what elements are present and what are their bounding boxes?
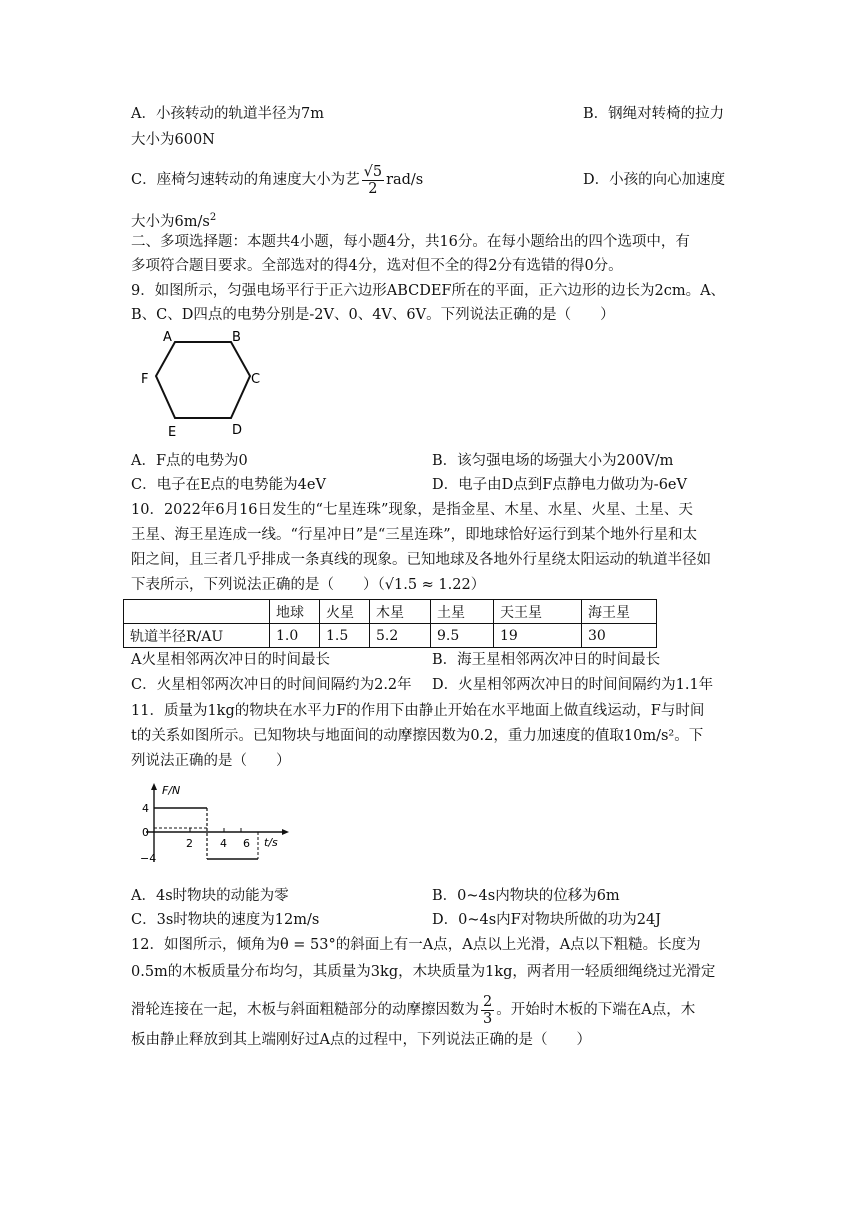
vertex-label-a: A [163, 330, 172, 345]
q8-option-c-unit: rad/s [386, 172, 424, 188]
q9-option-c: C．电子在E点的电势能为4eV [131, 477, 326, 493]
y-axis-arrow [151, 783, 157, 790]
q10-stem-line-3: 阳之间，且三者几乎排成一条真线的现象。已知地球及各地外行星绕太阳运动的轨道半径如 [131, 552, 711, 568]
table-row [124, 624, 657, 648]
table-cell: 轨道半径R/AU [124, 624, 270, 648]
q8-option-b: B．钢绳对转椅的拉力 [583, 106, 725, 122]
table-header-row [124, 600, 657, 624]
y-tick-label: 0 [142, 826, 149, 839]
table-cell: 海王星 [582, 600, 657, 624]
table-cell: 火星 [320, 600, 370, 624]
vertex-label-c: C [251, 372, 261, 387]
q12-stem-line-3-text: 滑轮连接在一起，木板与斜面粗糙部分的动摩擦因数为 [131, 1002, 479, 1018]
friction-coefficient-fraction [481, 994, 494, 1027]
q12-stem-line-3-tail: 。开始时木板的下端在A点，木 [496, 1002, 696, 1018]
table-cell: 30 [582, 624, 657, 648]
q10-option-a: A火星相邻两次冲日的时间最长 [131, 652, 330, 668]
q8-option-c-text: C．座椅匀速转动的角速度大小为艺 [131, 172, 360, 188]
x-axis-arrow [282, 829, 289, 835]
y-tick-label: −4 [140, 852, 157, 865]
vertex-label-f: F [141, 372, 149, 387]
x-tick-label: 2 [186, 837, 193, 850]
q9-option-b: B．该匀强电场的场强大小为200V/m [432, 453, 674, 469]
vertex-label-b: B [232, 330, 241, 345]
q8-option-d: D．小孩的向心加速度 [583, 172, 726, 188]
q8-option-a: A．小孩转动的轨道半径为7m [131, 106, 324, 122]
fraction-numerator: 2 [483, 993, 493, 1010]
q8-option-d-continued [131, 208, 216, 232]
table-cell: 木星 [370, 600, 431, 624]
vertex-label-e: E [168, 425, 177, 440]
q10-stem-line-4: 下表所示，下列说法正确的是（ ）（√1.5 ≈ 1.22） [131, 577, 486, 593]
q11-stem-line-1: 11．质量为1kg的物块在水平力F的作用下由静止开始在水平地面上做直线运动，F与时间 [131, 703, 705, 719]
x-tick-label: 6 [243, 837, 250, 850]
hexagon-figure [138, 328, 268, 440]
vertex-label-d: D [232, 423, 243, 438]
q9-stem-line-2: B、C、D四点的电势分别是-2V、0、4V、6V。下列说法正确的是（ ） [131, 307, 615, 323]
table-cell: 9.5 [431, 624, 494, 648]
q11-stem-line-2: t的关系如图所示。已知物块与地面间的动摩擦因数为0.2，重力加速度的值取10m/s²。下 [131, 728, 704, 744]
table-cell: 1.0 [270, 624, 320, 648]
q12-stem-line-2: 0.5m的木板质量分布均匀，其质量为3kg，木块质量为1kg，两者用一轻质细绳绕过光滑定 [131, 964, 716, 980]
table-cell: 天王星 [494, 600, 582, 624]
q12-stem-line-4: 板由静止释放到其上端刚好过A点的过程中，下列说法正确的是（ ） [131, 1032, 591, 1048]
q9-option-a: A．F点的电势为0 [131, 453, 248, 469]
q8-option-d-text: 大小为6m/s [131, 213, 210, 230]
table-cell: 1.5 [320, 624, 370, 648]
hexagon-shape [156, 342, 250, 418]
q10-option-b: B．海王星相邻两次冲日的时间最长 [432, 652, 661, 668]
q9-stem-line-1: 9．如图所示，匀强电场平行于正六边形ABCDEF所在的平面，正六边形的边长为2cm。A、 [131, 283, 726, 299]
fraction-denominator: 2 [368, 180, 378, 197]
q10-option-d: D．火星相邻两次冲日的时间间隔约为1.1年 [432, 677, 714, 693]
section-2-heading-line-1: 二、多项选择题：本题共4小题，每小题4分，共16分。在每小题给出的四个选项中，有 [131, 234, 690, 250]
x-axis-label: t/s [264, 836, 278, 849]
q8-option-b-continued: 大小为600N [131, 132, 215, 148]
q12-stem-line-1: 12．如图所示，倾角为θ = 53°的斜面上有一A点，A点以上光滑，A点以下粗糙。长度为 [131, 937, 701, 953]
q11-stem-line-3: 列说法正确的是（ ） [131, 753, 291, 769]
section-2-heading-line-2: 多项符合题目要求。全部选对的得4分，选对但不全的得2分有选错的得0分。 [131, 258, 623, 274]
q8-option-c-fraction [362, 164, 384, 197]
table-cell: 土星 [431, 600, 494, 624]
q10-option-c: C．火星相邻两次冲日的时间间隔约为2.2年 [131, 677, 412, 693]
table-cell: 5.2 [370, 624, 431, 648]
q10-stem-line-1: 10．2022年6月16日发生的“七星连珠”现象，是指金星、木星、水星、火星、土星、天 [131, 502, 693, 518]
fraction-numerator: √5 [363, 163, 383, 180]
force-time-graph [140, 780, 300, 870]
q11-option-c: C．3s时物块的速度为12m/s [131, 912, 320, 928]
y-tick-label: 4 [142, 802, 149, 815]
x-tick-label: 4 [220, 837, 227, 850]
q8-option-c [131, 160, 423, 200]
y-axis-label: F/N [162, 784, 181, 797]
fraction-denominator: 3 [483, 1010, 493, 1027]
q11-option-b: B．0~4s内物块的位移为6m [432, 888, 620, 904]
table-cell: 地球 [270, 600, 320, 624]
q11-option-d: D．0~4s内F对物块所做的功为24J [432, 912, 661, 928]
q10-stem-line-2: 王星、海王星连成一线。“行星冲日”是“三星连珠”，即地球恰好运行到某个地外行星和太 [131, 527, 698, 543]
q11-option-a: A．4s时物块的动能为零 [131, 888, 289, 904]
table-cell: 19 [494, 624, 582, 648]
q12-stem-line-3 [131, 990, 695, 1030]
q9-option-d: D．电子由D点到F点静电力做功为-6eV [432, 477, 687, 493]
orbit-radius-table [123, 599, 657, 648]
table-cell [124, 600, 270, 624]
q8-option-d-exponent: 2 [209, 212, 217, 223]
